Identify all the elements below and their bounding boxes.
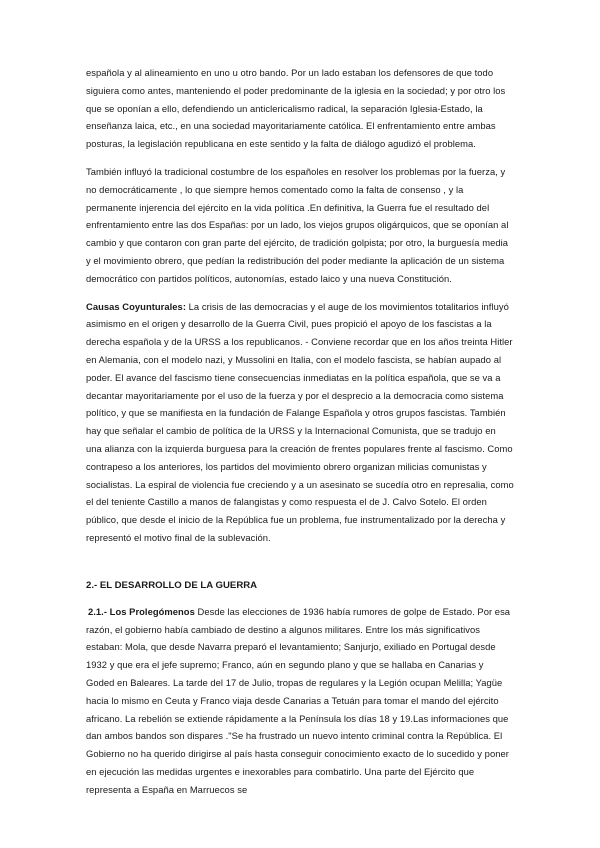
prolegomenos-label: 2.1.- Los Prolegómenos xyxy=(88,605,195,617)
section-heading: 2.- EL DESARROLLO DE LA GUERRA xyxy=(86,579,258,591)
prolegomenos-text: Desde las elecciones de 1936 había rumores de golpe de Estado. Por esa razón, el gobierno había cambiado de destino a algunos militares. Entre los más significativos estaban: Mola, que desde Navarra preparó el levantamiento; Sanjurjo, exiliado en Portugal desde 1932 y que era el jefe supremo; Franco, aún en segundo plano y que se hallaba en Canarias y Goded en Baleares. La tarde del 17 de Julio, tropas de regulares y la Legión ocupan Melilla; Yagüe hacia lo mismo en Ceuta y Franco viaja desde Canarias a Tetuán para tomar el mando del ejército africano. La rebelión se extiende rápidamente a la Península los días 18 y 19.Las informaciones que dan ambos bandos son dispares ."Se ha frustrado un nuevo intento criminal contra la República. El Gobierno no ha querido dirigirse al país hasta conseguir conocimiento exacto de lo sucedido y poner en ejecución las medidas urgentes e inexorables para combatirlo. Una parte del Ejército que representa a España en Marruecos se xyxy=(86,605,511,795)
paragraph-prolegomenos xyxy=(86,603,514,799)
paragraph-religion: española y al alineamiento en uno u otro bando. Por un lado estaban los defensores de que todo siguiera como antes, manteniendo el poder predominante de la iglesia en la sociedad; y por otro los que se oponían a ello, defendiendo un anticlericalismo radical, la separación Iglesia-Estado, la enseñanza laica, etc., en una sociedad mayoritariamente católica. El enfrentamiento entre ambas posturas, la legislación republicana en este sentido y la falta de diálogo agudizó el problema. xyxy=(86,67,506,150)
causas-coyunturales-label: Causas Coyunturales: xyxy=(86,300,186,312)
causas-coyunturales-text: La crisis de las democracias y el auge de los movimientos totalitarios influyó asimismo en el origen y desarrollo de la Guerra Civil, pues propició el apoyo de los fascistas a la derecha española y de la URSS a los republicanos. - Conviene recordar que en los años treinta Hitler en Alemania, con el modelo nazi, y Mussolini en Italia, con el modelo fascista, se habían aupado al poder. El avance del fascismo tiene consecuencias inmediatas en la política española, que se va a decantar mayoritariamente por el uso de la fuerza y por el desprecio a la democracia como sistema político, y que se manifiesta en la fundación de Falange Española y otros grupos fascistas. También hay que señalar el cambio de política de la URSS y la Internacional Comunista, que se tradujo en una alianza con la izquierda burguesa para la creación de frentes populares frente al fascismo. Como contrapeso a los anteriores, los partidos del movimiento obrero organizan milicias comunistas y socialistas. La espiral de violencia fue creciendo y a un asesinato se sucedía otro en represalia, como el del teniente Castillo a manos de falangistas y como respuesta el de J. Calvo Sotelo. El orden público, que desde el inicio de la República fue un problema, fue instrumentalizado por la derecha y representó el motivo final de la sublevación. xyxy=(86,300,514,543)
paragraph-two-spains: También influyó la tradicional costumbre de los españoles en resolver los problemas por la fuerza, y no democráticamente , lo que siempre hemos comentado como la falta de consenso , y la permanente injerencia del ejército en la vida política .En definitiva, la Guerra fue el resultado del enfrentamiento entre las dos Españas: por un lado, los viejos grupos oligárquicos, que se oponían al cambio y que contaron con gran parte del ejército, de tradición golpista; por otro, la burguesía media y el movimiento obrero, que pedían la redistribución del poder mediante la aplicación de un sistema democrático con partidos políticos, autonomías, estado laico y una nueva Constitución. xyxy=(86,165,509,284)
paragraph-causas-coyunturales xyxy=(86,298,514,547)
